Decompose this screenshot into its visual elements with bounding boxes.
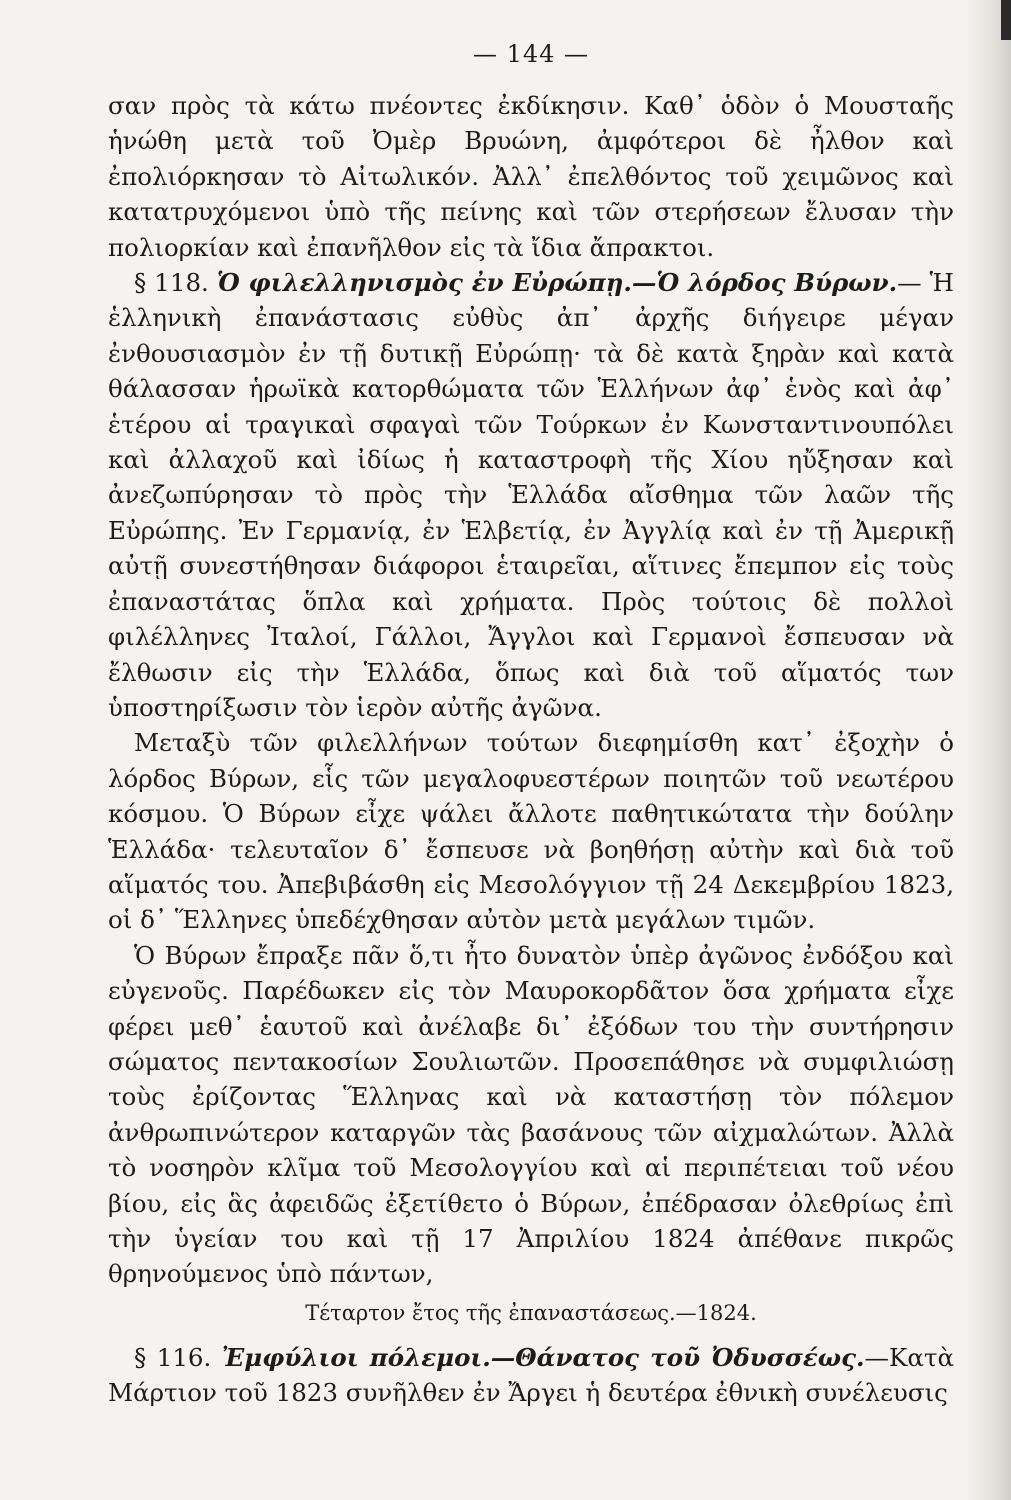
year-heading: Τέταρτον ἔτος τῆς ἐπαναστάσεως.—1824. bbox=[305, 1300, 757, 1325]
paragraph-siege: σαν πρὸς τὰ κάτω πνέοντες ἐκδίκησιν. Καθ᾽ ὁδὸν ὁ Μουσταῆς ἡνώθη μετὰ τοῦ Ὀμὲρ Βρυώνη, ἀμφότεροι δὲ ἦλθον καὶ ἐπολιόρκησαν τὸ Αἰτωλικόν. Ἀλλ᾽ ἐπελθόντος τοῦ χειμῶνος καὶ κατατρυχόμενοι ὑπὸ τῆς πείνης καὶ τῶν στερήσεων ἔλυσαν τὴν πολιορκίαν καὶ ἐπανῆλθον εἰς τὰ ἴδια ἄπρακτοι. bbox=[108, 91, 954, 262]
section-number: § 116. bbox=[134, 1342, 212, 1372]
paragraph-byron-death: Ὁ Βύρων ἔπραξε πᾶν ὅ,τι ἦτο δυνατὸν ὑπὲρ ἀγῶνος ἐνδόξου καὶ εὐγενοῦς. Παρέδωκεν εἰς τὸν Μαυροκορδᾶτον ὅσα χρήματα εἶχε φέρει μεθ᾽ ἑαυτοῦ καὶ ἀνέλαβε δι᾽ ἐξόδων του τὴν συντήρησιν σώματος πεντακοσίων Σουλιωτῶν. Προσεπάθησε νὰ συμφιλιώσῃ τοὺς ἐρίζοντας Ἕλληνας καὶ νὰ καταστήσῃ τὸν πόλεμον ἀνθρωπινώτερον καταργῶν τὰς βασάνους τῶν αἰχμαλώτων. Ἀλλὰ τὸ νοσηρὸν κλῖμα τοῦ Μεσολογγίου καὶ αἱ περιπέτειαι τοῦ νέου βίου, εἰς ἃς ἀφειδῶς ἐξετίθετο ὁ Βύρων, ἐπέδρασαν ὀλεθρίως ἐπὶ τὴν ὑγείαν του καὶ τῇ 17 Ἀπριλίου 1824 ἀπέθανε πικρῶς θρηνούμενος ὑπὸ πάντων, bbox=[108, 940, 954, 1289]
section-title: Ἐμφύλιοι πόλεμοι.—Θάνατος τοῦ Ὀδυσσέως. bbox=[221, 1342, 865, 1372]
page-edge-mark bbox=[1001, 0, 1011, 40]
section-116 bbox=[108, 1340, 954, 1411]
book-page bbox=[108, 40, 954, 1411]
page-number: — 144 — bbox=[472, 40, 590, 68]
paragraph-byron-arrival: Μεταξὺ τῶν φιλελλήνων τούτων διεφημίσθη κατ᾽ ἐξοχὴν ὁ λόρδος Βύρων, εἷς τῶν μεγαλοφυεστέρων ποιητῶν τοῦ νεωτέρου κόσμου. Ὁ Βύρων εἶχε ψάλει ἄλλοτε παθητικώτατα τὴν δούλην Ἑλλάδα· τελευταῖον δ᾽ ἔσπευσε νὰ βοηθήσῃ αὐτὴν καὶ διὰ τοῦ αἵματός του. Ἀπεβιβάσθη εἰς Μεσολόγγιον τῇ 24 Δεκεμβρίου 1823, οἱ δ᾽ Ἕλληνες ὑπεδέχθησαν αὐτὸν μετὰ μεγάλων τιμῶν. bbox=[108, 728, 954, 935]
section-title: Ὁ φιλελληνισμὸς ἐν Εὐρώπῃ.—Ὁ λόρδος Βύρων. bbox=[216, 268, 898, 298]
section-text: Ἡ ἑλληνικὴ ἐπανάστασις εὐθὺς ἀπ᾽ ἀρχῆς διήγειρε μέγαν ἐνθουσιασμὸν ἐν τῇ δυτικῇ Εὐρώπῃ· τὰ δὲ κατὰ ξηρὰν καὶ κατὰ θάλασσαν ἡρωϊκὰ κατορθώματα τῶν Ἑλλήνων ἀφ᾽ ἑνὸς καὶ ἀφ᾽ ἑτέρου αἱ τραγικαὶ σφαγαὶ τῶν Τούρκων ἐν Κωνσταντινουπόλει καὶ ἀλλαχοῦ καὶ ἰδίως ἡ καταστροφὴ τῆς Χίου ηὔξησαν καὶ ἀνεζωπύρησαν τὸ πρὸς τὴν Ἑλλάδα αἴσθημα τῶν λαῶν τῆς Εὐρώπης. Ἐν Γερμανίᾳ, ἐν Ἑλβετίᾳ, ἐν Ἀγγλίᾳ καὶ ἐν τῇ Ἀμερικῇ αὐτῇ συνεστήθησαν διάφοροι ἑταιρεῖαι, αἵτινες ἔπεμπον εἰς τοὺς ἐπαναστάτας ὅπλα καὶ χρήματα. Πρὸς τούτοις δὲ πολλοὶ φιλέλληνες Ἰταλοί, Γάλλοι, Ἄγγλοι καὶ Γερμανοὶ ἔσπευσαν νὰ ἔλθωσιν εἰς τὴν Ἑλλάδα, ὅπως καὶ διὰ τοῦ αἵματός των ὑποστηρίξωσιν τὸν ἱερὸν αὐτῆς ἀγῶνα. bbox=[108, 268, 954, 722]
section-text: —Κατὰ Μάρτιον τοῦ 1823 συνῆλθεν ἐν Ἄργει ἡ δευτέρα ἐθνικὴ συνέλευσις bbox=[108, 1342, 954, 1408]
section-dash: — bbox=[897, 268, 922, 298]
section-number: § 118. bbox=[134, 268, 209, 298]
page-edge-bleed bbox=[966, 0, 1011, 1500]
section-118 bbox=[108, 265, 954, 725]
